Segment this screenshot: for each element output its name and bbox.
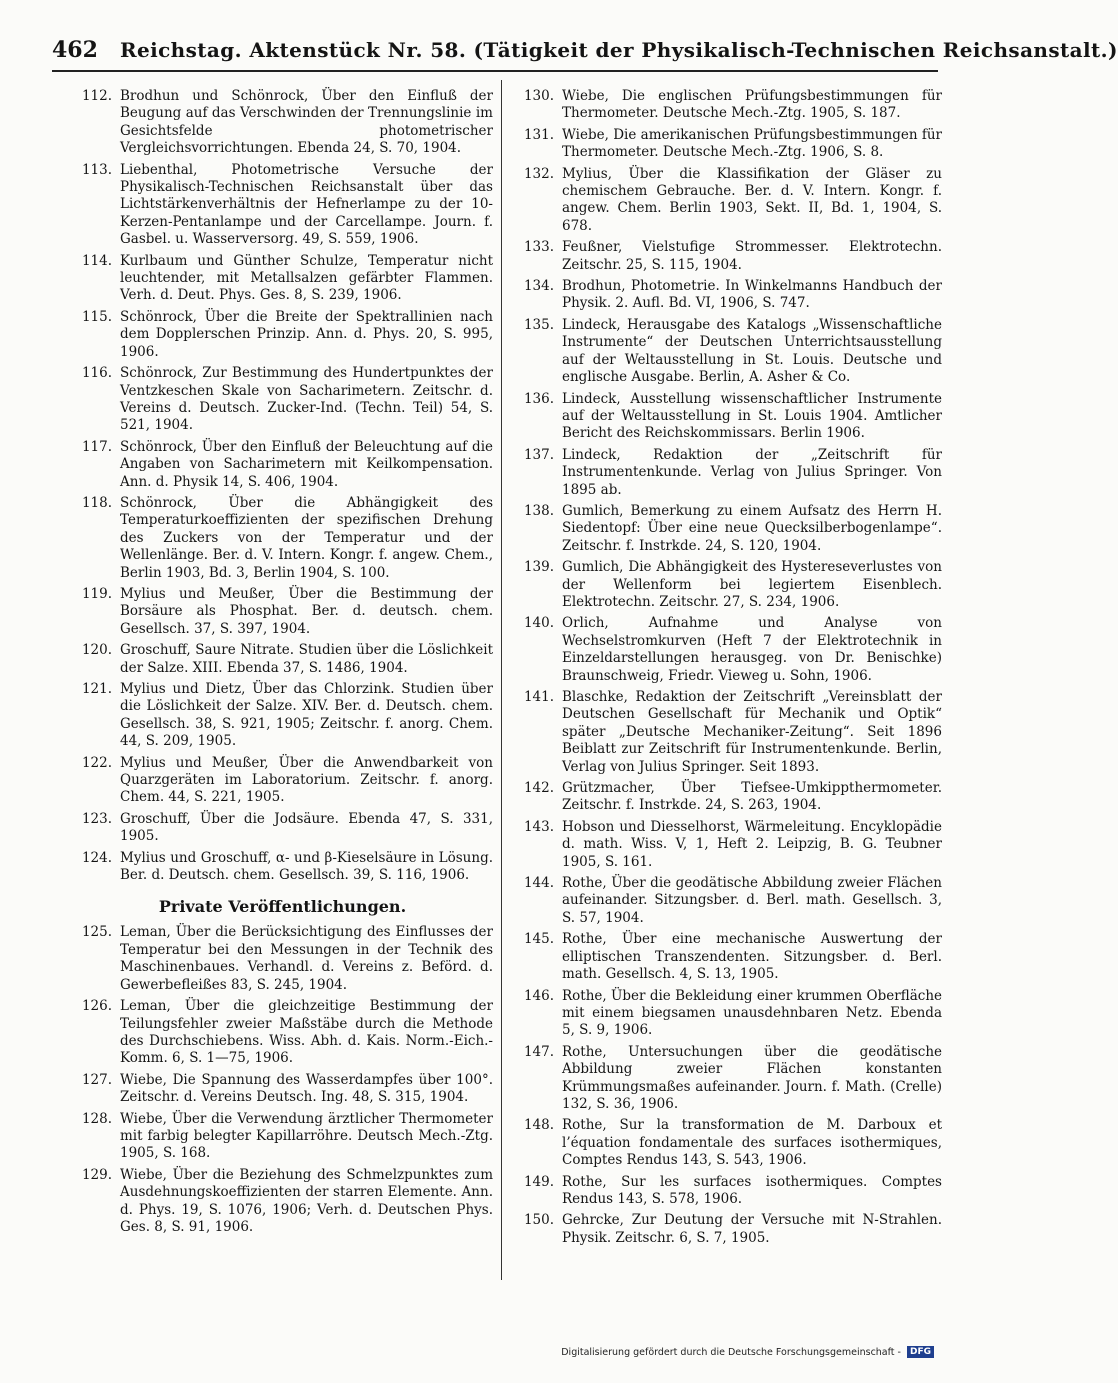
entry-text: Mylius und Meußer, Über die Anwendbarkeit von Quarzgeräten im Laboratorium. Zeitschr. f. anorg. Chem. 44, S. 221, 1905. — [120, 754, 493, 806]
entry-number: 123. — [81, 810, 112, 827]
entry-text: Blaschke, Redaktion der Zeitschrift „Vereinsblatt der Deutschen Gesellschaft für Mechanik und Optik“ später „Deutsche Mechaniker-Zeitung“. Seit 1896 Beiblatt zur Zeitschrift für Instrumentenkunde. Berlin, Verlag von Julius Springer. Seit 1893. — [562, 689, 942, 775]
list-item — [72, 162, 493, 249]
entry-text: Rothe, Sur la transformation de M. Darboux et l’équation fondamentale des surfaces isothermiques, Comptes Rendus 143, S. 543, 1906. — [562, 1117, 942, 1169]
entry-number: 113. — [81, 161, 112, 178]
footer-credit — [561, 1346, 934, 1358]
list-item — [72, 1111, 493, 1163]
list-item — [72, 1167, 493, 1237]
entry-text: Schönrock, Über die Breite der Spektrallinien nach dem Dopplerschen Prinzip. Ann. d. Phys. 20, S. 995, 1906. — [120, 308, 493, 360]
entry-text: Schönrock, Über die Abhängigkeit des Temperaturkoeffizienten der spezifischen Drehung des Zuckers von der Temperatur und der Wellenlänge. Ber. d. V. Intern. Kongr. f. angew. Chem., Berlin 1903, Bd. 3, Berlin 1904, S. 100. — [120, 494, 493, 581]
entry-number: 116. — [81, 365, 112, 382]
list-item — [514, 447, 942, 499]
entry-number: 130. — [523, 88, 554, 104]
entry-text: Wiebe, Über die Verwendung ärztlicher Thermometer mit farbig belegter Kapillarröhre. Deutsch Mech.-Ztg. 1905, S. 168. — [120, 1110, 493, 1162]
entry-text: Feußner, Vielstufige Strommesser. Elektrotechn. Zeitschr. 25, S. 115, 1904. — [562, 239, 942, 273]
list-item — [72, 88, 493, 158]
entry-number: 112. — [81, 88, 112, 104]
entry-number: 148. — [523, 1117, 554, 1134]
entry-text: Mylius und Dietz, Über das Chlorzink. Studien über die Löslichkeit der Salze. XIV. Ber. d. Deutsch. chem. Gesellsch. 38, S. 921, 1905; Zeitschr. f. anorg. Chem. 44, S. 209, 1905. — [120, 681, 493, 750]
list-item — [514, 559, 942, 611]
entry-text: Schönrock, Über den Einfluß der Beleuchtung auf die Angaben von Sacharimetern mit Keilkompensation. Ann. d. Physik 14, S. 406, 1904. — [120, 438, 493, 490]
entry-text: Wiebe, Die englischen Prüfungsbestimmungen für Thermometer. Deutsche Mech.-Ztg. 1905, S. 187. — [562, 88, 942, 122]
list-item — [514, 239, 942, 274]
entry-number: 145. — [523, 931, 554, 948]
entry-text: Brodhun, Photometrie. In Winkelmanns Handbuch der Physik. 2. Aufl. Bd. VI, 1906, S. 747. — [562, 278, 942, 312]
entry-number: 135. — [523, 316, 554, 333]
entry-number: 132. — [523, 165, 554, 182]
entry-number: 118. — [81, 494, 112, 511]
entry-text: Gumlich, Bemerkung zu einem Aufsatz des Herrn H. Siedentopf: Über eine neue Quecksilberbogenlampe“. Zeitschr. f. Instrkde. 24, S. 120, 1904. — [562, 502, 942, 554]
entry-text: Gehrcke, Zur Deutung der Versuche mit N-Strahlen. Physik. Zeitschr. 6, S. 7, 1905. — [562, 1212, 942, 1246]
list-item — [514, 689, 942, 776]
page-number: 462 — [52, 37, 98, 63]
list-item — [72, 495, 493, 582]
list-item — [72, 850, 493, 885]
list-item — [514, 988, 942, 1040]
list-item — [514, 166, 942, 236]
entry-number: 126. — [81, 998, 112, 1015]
entry-number: 149. — [523, 1173, 554, 1190]
entry-text: Kurlbaum und Günther Schulze, Temperatur nicht leuchtender, mit Metallsalzen gefärbter Flammen. Verh. d. Deut. Phys. Ges. 8, S. 239, 1906. — [120, 252, 493, 304]
entry-number: 122. — [81, 754, 112, 771]
list-item — [514, 615, 942, 685]
entry-text: Leman, Über die gleichzeitige Bestimmung der Teilungsfehler zweier Maßstäbe durch die Methode des Durchschiebens. Wiss. Abh. d. Kais. Norm.-Eich.-Komm. 6, S. 1—75, 1906. — [120, 998, 493, 1067]
section-heading: Private Veröffentlichungen. — [158, 897, 407, 917]
list-item — [72, 253, 493, 305]
list-item — [72, 1072, 493, 1107]
entry-number: 137. — [523, 446, 554, 463]
list-item — [72, 642, 493, 677]
entry-number: 131. — [523, 126, 554, 143]
entry-text: Grützmacher, Über Tiefsee-Umkippthermometer. Zeitschr. f. Instrkde. 24, S. 263, 1904. — [562, 780, 942, 814]
entry-text: Mylius und Groschuff, α- und β-Kieselsäure in Lösung. Ber. d. Deutsch. chem. Gesellsch. 39, S. 116, 1906. — [120, 849, 493, 884]
list-item — [514, 875, 942, 927]
list-item — [514, 780, 942, 815]
entry-number: 117. — [81, 438, 112, 455]
list-item — [514, 1044, 942, 1114]
entry-text: Rothe, Sur les surfaces isothermiques. Comptes Rendus 143, S. 578, 1906. — [562, 1173, 942, 1207]
entry-text: Wiebe, Die amerikanischen Prüfungsbestimmungen für Thermometer. Deutsche Mech.-Ztg. 1906, S. 8. — [562, 126, 942, 161]
entry-number: 129. — [81, 1166, 112, 1183]
list-item — [72, 439, 493, 491]
dfg-logo-icon: DFG — [907, 1346, 934, 1358]
entry-text: Rothe, Über die Bekleidung einer krummen Oberfläche mit einem biegsamen unausdehnbaren Netz. Ebenda 5, S. 9, 1906. — [562, 987, 942, 1039]
entry-number: 115. — [81, 308, 112, 325]
left-column — [72, 88, 493, 1236]
entry-text: Orlich, Aufnahme und Analyse von Wechselstromkurven (Heft 7 der Elektrotechnik in Einzeldarstellungen herausgeg. von Dr. Benischke) Braunschweig, Friedr. Vieweg u. Sohn, 1906. — [562, 615, 942, 684]
entry-number: 125. — [81, 924, 112, 941]
entry-text: Rothe, Untersuchungen über die geodätische Abbildung zweier Flächen konstanten Krümmungsmaßes aufeinander. Journ. f. Math. (Crelle) 132, S. 36, 1906. — [562, 1043, 942, 1112]
entry-text: Wiebe, Die Spannung des Wasserdampfes über 100°. Zeitschr. d. Vereins Deutsch. Ing. 48, S. 315, 1904. — [120, 1071, 493, 1106]
entry-number: 133. — [523, 239, 554, 256]
list-item — [514, 931, 942, 983]
entry-number: 119. — [81, 585, 112, 602]
list-item — [72, 811, 493, 846]
entry-number: 141. — [523, 689, 554, 705]
entry-number: 143. — [523, 818, 554, 835]
entry-number: 146. — [523, 987, 554, 1004]
entry-number: 120. — [81, 642, 112, 659]
list-item — [514, 88, 942, 123]
list-item — [72, 998, 493, 1068]
entry-text: Schönrock, Zur Bestimmung des Hundertpunktes der Ventzkeschen Skale von Sacharimetern. Zeitschr. d. Vereins d. Deutsch. Zucker-Ind. (Techn. Teil) 54, S. 521, 1904. — [120, 365, 493, 434]
list-item — [514, 503, 942, 555]
list-item — [72, 755, 493, 807]
entry-text: Groschuff, Über die Jodsäure. Ebenda 47, S. 331, 1905. — [120, 810, 493, 845]
entry-text: Mylius und Meußer, Über die Bestimmung der Borsäure als Phosphat. Ber. d. deutsch. chem. Gesellsch. 37, S. 397, 1904. — [120, 585, 493, 637]
list-item — [72, 586, 493, 638]
list-item — [514, 317, 942, 387]
page-header — [52, 30, 1118, 72]
entry-text: Liebenthal, Photometrische Versuche der Physikalisch-Technischen Reichsanstalt über das Lichtstärkenverhältnis der Hefnerlampe zu der 10-Kerzen-Pentanlampe und der Carcellampe. Journ. f. Gasbel. u. Wasserversorg. 49, S. 559, 1906. — [120, 161, 493, 248]
entry-number: 142. — [523, 780, 554, 797]
entry-number: 140. — [523, 615, 554, 632]
entry-number: 139. — [523, 559, 554, 576]
entry-text: Mylius, Über die Klassifikation der Gläser zu chemischem Gebrauche. Ber. d. V. Intern. Kongr. f. angew. Chem. Berlin 1903, Sekt. II, Bd. 1, 1904, S. 678. — [562, 165, 942, 234]
entry-number: 136. — [523, 390, 554, 407]
list-item — [72, 309, 493, 361]
entry-number: 144. — [523, 875, 554, 892]
entry-number: 127. — [81, 1071, 112, 1088]
list-item — [514, 278, 942, 313]
list-item — [514, 819, 942, 871]
list-item — [514, 391, 942, 443]
list-item — [514, 127, 942, 162]
list-item — [514, 1174, 942, 1209]
column-divider — [501, 80, 502, 1280]
entry-text: Leman, Über die Berücksichtigung des Einflusses der Temperatur bei den Messungen in der Technik des Maschinenbaues. Verhandl. d. Vereins z. Beförd. d. Gewerbefleißes 83, S. 245, 1904. — [120, 924, 493, 993]
list-item — [514, 1212, 942, 1247]
entry-number: 121. — [81, 681, 112, 697]
entry-text: Groschuff, Saure Nitrate. Studien über die Löslichkeit der Salze. XIII. Ebenda 37, S. 1486, 1904. — [120, 642, 493, 676]
footer-text: Digitalisierung gefördert durch die Deutsche Forschungsgemeinschaft - — [561, 1346, 901, 1358]
entry-text: Rothe, Über die geodätische Abbildung zweier Flächen aufeinander. Sitzungsber. d. Berl. math. Gesellsch. 3, S. 57, 1904. — [562, 875, 942, 926]
entry-number: 138. — [523, 502, 554, 519]
list-item — [72, 365, 493, 435]
entry-number: 134. — [523, 278, 554, 295]
entry-number: 150. — [523, 1212, 554, 1229]
list-item — [72, 681, 493, 751]
right-column — [514, 88, 942, 1247]
entry-text: Gumlich, Die Abhängigkeit des Hystereseverlustes von der Wellenform bei legiertem Eisenblech. Elektrotechn. Zeitschr. 27, S. 234, 1906. — [562, 559, 942, 610]
entry-text: Lindeck, Ausstellung wissenschaftlicher Instrumente auf der Weltausstellung in St. Louis 1904. Amtlicher Bericht des Reichskommissars. Berlin 1906. — [562, 390, 942, 442]
entry-number: 124. — [81, 849, 112, 866]
entry-number: 128. — [81, 1110, 112, 1127]
entry-text: Hobson und Diesselhorst, Wärmeleitung. Encyklopädie d. math. Wiss. V, 1, Heft 2. Leipzig, B. G. Teubner 1905, S. 161. — [562, 818, 942, 870]
list-item — [72, 924, 493, 994]
entry-text: Lindeck, Redaktion der „Zeitschrift für Instrumentenkunde. Verlag von Julius Springer. Von 1895 ab. — [562, 446, 942, 498]
entry-number: 114. — [81, 252, 112, 269]
entry-number: 147. — [523, 1043, 554, 1060]
entry-text: Lindeck, Herausgabe des Katalogs „Wissenschaftliche Instrumente“ der Deutschen Unterrichtsausstellung auf der Weltausstellung in St. Louis. Deutsche und englische Ausgabe. Berlin, A. Asher & Co. — [562, 316, 942, 386]
running-title: Reichstag. Aktenstück Nr. 58. (Tätigkeit der Physikalisch-Technischen Reichsanstalt.) — [119, 38, 1118, 62]
list-item — [514, 1117, 942, 1169]
entry-text: Rothe, Über eine mechanische Auswertung der elliptischen Transzendenten. Sitzungsber. d. Berl. math. Gesellsch. 4, S. 13, 1905. — [562, 931, 942, 983]
entry-text: Wiebe, Über die Beziehung des Schmelzpunktes zum Ausdehnungskoeffizienten der starren Elemente. Ann. d. Phys. 19, S. 1076, 1906; Verh. d. Deutschen Phys. Ges. 8, S. 91, 1906. — [120, 1166, 493, 1235]
entry-text: Brodhun und Schönrock, Über den Einfluß der Beugung auf das Verschwinden der Trennungslinie im Gesichtsfelde photometrischer Vergleichsvorrichtungen. Ebenda 24, S. 70, 1904. — [120, 88, 493, 157]
